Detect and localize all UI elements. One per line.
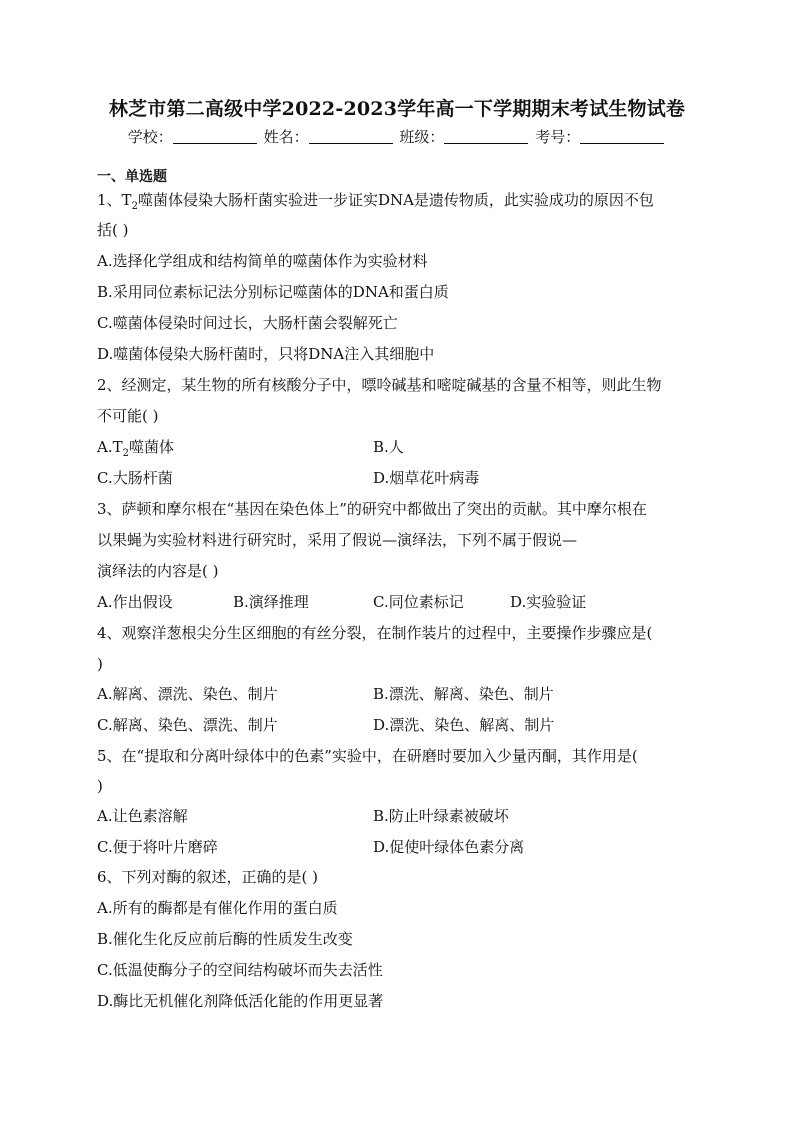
q1-stem-post: 噬菌体侵染大肠杆菌实验进一步证实DNA是遗传物质，此实验成功的原因不包 — [137, 191, 654, 209]
q6-stem: 6、下列对酶的叙述，正确的是( ) — [97, 868, 319, 886]
q6-option-d: D.酶比无机催化剂降低活化能的作用更显著 — [97, 992, 384, 1010]
q2-option-a-post: 噬菌体 — [128, 438, 174, 456]
q2-stem-line-2: 不可能( ) — [97, 407, 159, 425]
q3-option-c: C.同位素标记 — [373, 593, 464, 611]
q1-option-c: C.噬菌体侵染时间过长，大肠杆菌会裂解死亡 — [97, 314, 398, 332]
q5-options-row-1 — [97, 806, 509, 826]
q4-option-c: C.解离、染色、漂洗、制片 — [97, 716, 278, 734]
q2-option-a-subscript: 2 — [122, 448, 129, 459]
q5-option-b: B.防止叶绿素被破坏 — [373, 807, 509, 825]
class-blank — [444, 129, 528, 144]
q2-options-row-2 — [97, 468, 480, 488]
q3-option-b: B.演绎推理 — [233, 593, 309, 611]
q4-stem-line-1: 4、观察洋葱根尖分生区细胞的有丝分裂，在制作装片的过程中，主要操作步骤应是( — [97, 624, 653, 642]
q5-stem-line-1: 5、在“提取和分离叶绿体中的色素”实验中，在研磨时要加入少量丙酮，其作用是( — [97, 747, 638, 765]
q6-option-b: B.催化生化反应前后酶的性质发生改变 — [97, 930, 353, 948]
student-info-line — [0, 126, 794, 147]
q2-option-d: D.烟草花叶病毒 — [373, 469, 480, 487]
q4-options-row-1 — [97, 684, 554, 704]
q1-option-a: A.选择化学组成和结构简单的噬菌体作为实验材料 — [97, 252, 428, 270]
name-label: 姓名： — [263, 128, 309, 146]
exam-title: 林芝市第二高级中学2022-2023学年高一下学期期末考试生物试卷 — [108, 98, 686, 120]
q2-stem-line-1: 2、经测定，某生物的所有核酸分子中，嘌呤碱基和嘧啶碱基的含量不相等，则此生物 — [97, 376, 662, 394]
q6-option-c: C.低温使酶分子的空间结构破坏而失去活性 — [97, 961, 383, 979]
q3-stem-line-2: 以果蝇为实验材料进行研究时，采用了假说—演绎法，下列不属于假说— — [97, 531, 578, 549]
q4-options-row-2 — [97, 715, 555, 735]
q1-option-b: B.采用同位素标记法分别标记噬菌体的DNA和蛋白质 — [97, 283, 449, 301]
school-blank — [173, 129, 257, 144]
q2-option-a-pre: A.T — [97, 438, 123, 456]
q3-option-a: A.作出假设 — [97, 593, 173, 611]
q3-stem-line-1: 3、萨顿和摩尔根在“基因在染色体上”的研究中都做出了突出的贡献。其中摩尔根在 — [97, 500, 647, 518]
section-heading: 一、单选题 — [97, 169, 167, 185]
school-label: 学校： — [127, 128, 173, 146]
q4-stem-line-2: ) — [97, 655, 103, 673]
q1-stem-line-2: 括( ) — [97, 221, 129, 239]
q4-option-d: D.漂洗、染色、解离、制片 — [373, 716, 555, 734]
exam-number-label: 考号： — [535, 128, 581, 146]
q5-options-row-2 — [97, 837, 525, 857]
class-label: 班级： — [399, 128, 445, 146]
q4-option-a: A.解离、漂洗、染色、制片 — [97, 685, 278, 703]
q3-options-row — [97, 592, 705, 612]
q2-option-c: C.大肠杆菌 — [97, 469, 173, 487]
q2-option-a — [97, 438, 174, 459]
q1-stem-pre: 1、T — [97, 191, 132, 209]
q5-option-c: C.便于将叶片磨碎 — [97, 838, 218, 856]
q1-stem-subscript: 2 — [131, 201, 138, 212]
q3-stem-line-3: 演绎法的内容是( ) — [97, 562, 219, 580]
q6-option-a: A.所有的酶都是有催化作用的蛋白质 — [97, 899, 338, 917]
q2-option-b: B.人 — [373, 438, 404, 456]
q1-option-d: D.噬菌体侵染大肠杆菌时，只将DNA注入其细胞中 — [97, 345, 435, 363]
q4-option-b: B.漂洗、解离、染色、制片 — [373, 685, 554, 703]
q5-option-a: A.让色素溶解 — [97, 807, 188, 825]
q1-stem-line-1 — [97, 190, 654, 217]
exam-number-blank — [580, 129, 664, 144]
q5-option-d: D.促使叶绿体色素分离 — [373, 838, 525, 856]
q5-stem-line-2: ) — [97, 777, 103, 795]
q3-option-d: D.实验验证 — [510, 593, 587, 611]
name-blank — [309, 129, 393, 144]
q2-options-row-1 — [97, 437, 404, 464]
